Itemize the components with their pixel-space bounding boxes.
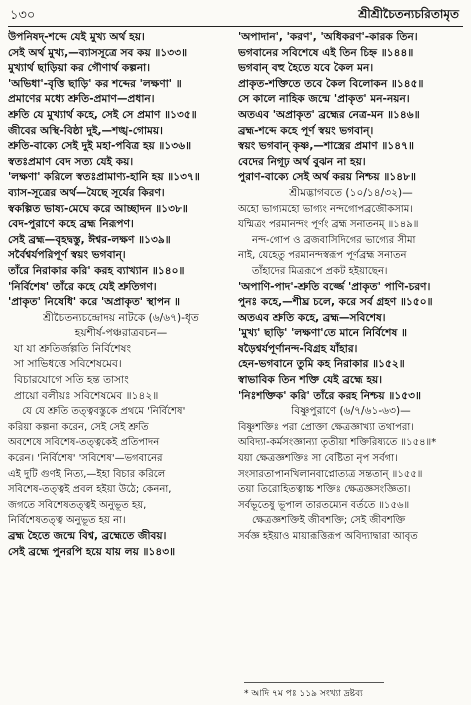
text-line: তয়া তিরোহিতত্বাচ্চ শক্তিঃ ক্ষেত্রজ্ঞসংজ্ঞিতা। (238, 484, 411, 496)
text-line: যা যা শ্রুতির্জল্পতি নির্বিশেষং (14, 342, 132, 355)
text-line: অতএব 'অপ্রাকৃত' ব্রহ্মের নেত্র-মন ॥১৪৬॥ (238, 108, 420, 121)
text-line: পুনঃ কহে,—শীঘ্র চলে, করে সর্ব গ্রহণ ॥১৫০॥ (238, 296, 433, 309)
text-line: এই দুটি গুণই নিত্য,—ইহা বিচার করিলে (8, 468, 166, 480)
text-line: 'লক্ষণা' করিলে স্বতঃপ্রামাণ্য-হানি হয় ॥১৩৭॥ (8, 171, 200, 184)
text-line: সা সাভিধত্তে সবিশেষমেব। (14, 358, 122, 371)
text-line: বিচারযোগে সতি হন্ত তাসাং (14, 374, 129, 387)
text-line: শ্রীমদ্ভাগবতে (১০/১৪/৩২)— (289, 186, 413, 199)
text-line: যয়া ক্ষেত্রজ্ঞশক্তিঃ সা বেষ্টিতা নৃপ সর্বগা। (238, 453, 398, 465)
header-rule (8, 26, 463, 27)
text-line: বেদ-পুরাণে কহে ব্রহ্ম নিরূপণ। (8, 218, 134, 231)
text-line: নাই, যেহেতু পরমানন্দস্বরূপ পূর্ণব্রহ্ম সনাতন (238, 250, 407, 262)
text-line: তাঁহাদের মিত্ররূপে প্রকট হইয়াছেন। (252, 265, 388, 277)
text-line: 'নির্বিশেষ' তাঁরে কহে যেই শ্রুতিগণ। (8, 280, 157, 293)
text-line: নন্দ-গোপ ও ব্রজবাসিদিগের ভাগ্যের সীমা (252, 234, 416, 246)
text-line: সেই ব্রহ্ম—বৃহদ্বস্তু, ঈশ্বর-লক্ষণ ॥১৩৯॥ (8, 233, 171, 246)
text-line: সে কালে নাহিক জন্মে 'প্রাকৃত' মন-নয়ন। (238, 93, 410, 106)
text-line: ষড়ৈশ্বর্যপূর্ণানন্দ-বিগ্রহ যাঁহার। (238, 342, 358, 355)
text-line: প্রমাণের মধ্যে শ্রুতি-প্রমাণ—প্রধান। (8, 93, 155, 106)
text-line: মুখ্যার্থ ছাড়িয়া কর গৌণার্থ কল্পনা। (8, 62, 151, 75)
text-line: স্বকল্পিত ভাষ্য-মেঘে করে আচ্ছাদন ॥১৩৮॥ (8, 202, 188, 215)
text-line: বেদের নিগূঢ় অর্থ বুঝন না হয়। (238, 155, 366, 168)
text-line: ভগবান্ বহু হৈতে যবে কৈল মন। (238, 62, 374, 75)
footnote-rule (244, 682, 384, 683)
text-line: ভগবানের সবিশেষে এই তিন চিহ্ন ॥১৪৪॥ (238, 46, 414, 59)
text-line: পুরাণ-বাক্যে সেই অর্থ করয় নিশ্চয় ॥১৪৮॥ (238, 171, 416, 184)
text-line: 'অভিধা'-বৃত্তি ছাড়ি' কর শব্দের 'লক্ষণা' ॥ (8, 77, 182, 90)
text-line: অতএব শ্রুতি কহে, ব্রহ্ম—সবিশেষ। (238, 311, 386, 324)
text-line: উপনিষদ্‌-শব্দে যেই মুখ্য অর্থ হয়। (8, 31, 145, 43)
text-line: 'প্রাকৃত' নিষেধি' করে 'অপ্রাকৃত' স্থাপন ॥ (8, 296, 181, 309)
footnote: * আদি ৭ম পঃ ১১৯ সংখ্যা দ্রষ্টব্য (244, 689, 363, 699)
text-line: সর্বজ্ঞ হইয়াও মায়ারূত্তিরূপ অবিদ্যাদ্বারা আবৃত (238, 531, 418, 542)
text-line: 'অপাণি-পাদ'-শ্রুতি বর্জ্জে 'প্রাকৃত' পাণি-চরণ। (238, 280, 431, 293)
right-column (238, 30, 464, 545)
text-line: 'অপাদান', 'করণ', 'অধিকরণ'-কারক তিন। (238, 31, 418, 43)
text-line: স্বাভাবিক তিন শক্তি যেই ব্রহ্মে হয়। (238, 374, 383, 387)
text-line: শ্রুতি যে মুখ্যার্থ কহে, সেই সে প্রমাণ ॥১৩৫॥ (8, 108, 197, 121)
text-line: বিষ্ণুশক্তিঃ পরা প্রোক্তা ক্ষেত্রজ্ঞাখ্যা তথাপরা। (238, 421, 414, 433)
text-line: স্বতঃপ্রমাণ বেদ সত্য যেই কয়। (8, 155, 134, 168)
text-line: প্রায়ো বলীয়ঃ সবিশেষমেব ॥১৪২॥ (14, 389, 159, 402)
text-line: ব্রহ্ম হৈতে জন্মে বিশ্ব, ব্রহ্মেতে জীবয়। (8, 530, 167, 542)
text-line: শ্রীচৈতন্যচন্দ্রোদয় নাটকে (৬/৬৭)-ধৃত (43, 311, 199, 324)
running-title: শ্রীশ্রীচৈতন্যচরিতামৃত (358, 7, 459, 21)
text-line: করিয়া কল্পনা করেন, সেই সেই শ্রুতি (8, 421, 149, 433)
text-line: সংসারতাপানখিলানবাপ্নোত্যত্র সন্ততান্ ॥১৫৫॥ (238, 468, 423, 480)
text-line: সেই অর্থ মুখ্য,—ব্যাসসূত্রে সব কয় ॥১৩৩॥ (8, 46, 188, 59)
text-line: তাঁরে নিরাকার করি' করহ ব্যাখ্যান ॥১৪০॥ (8, 264, 185, 277)
text-line: স্বয়ং ভগবান্ কৃষ্ণ,—শাস্ত্রের প্রমাণ ॥১৪৭॥ (238, 140, 414, 153)
text-line: বিষ্ণুপুরাণে (৬/৭/৬১-৬৩)— (291, 405, 411, 418)
text-line: শ্রুতি-বাক্যে সেই দুই মহা-পবিত্র হয় ॥১৩৬॥ (8, 140, 192, 153)
text-line: যে যে শ্রুতি তত্ত্ববস্তুকে প্রথমে 'নির্বিশেষ' (22, 406, 186, 418)
text-line: সেই ব্রহ্মে পুনরপি হয়ে যায় লয় ॥১৪৩॥ (8, 545, 176, 558)
text-line: হয়শীর্ষ-পঞ্চরাত্রবচন— (74, 327, 168, 340)
text-line: ব্রহ্ম-শব্দে কহে পূর্ণ স্বয়ং ভগবান্। (238, 124, 374, 137)
text-line: জীবের অস্থি-বিষ্ঠা দুই,—শঙ্খ-গোময়। (8, 124, 163, 137)
text-line: করেন। 'নির্বিশেষ' 'সবিশেষ'—ভগবানের (8, 453, 163, 465)
left-column (8, 30, 234, 560)
text-line: 'নিঃশক্তিক' করি' তাঁরে করহ নিশ্চয় ॥১৫৩॥ (238, 389, 421, 402)
text-line: সর্বৈশ্বর্যপরিপূর্ণ স্বয়ং ভগবান্। (8, 249, 126, 262)
text-line: ব্যাস-সূত্রের অর্থ—যৈছে সূর্যের কিরণ। (8, 186, 165, 199)
text-line: যন্মিত্রং পরমানন্দং পূর্ণং ব্রহ্ম সনাতনম্ ॥১৪৯॥ (238, 219, 419, 231)
text-line: হেন-ভগবানে তুমি কহ নিরাকার ॥১৫২॥ (238, 358, 405, 371)
text-line: প্রাকৃত-শক্তিতে তবে কৈল বিলোকন ॥১৪৫॥ (238, 77, 424, 90)
text-line: 'মুখ্য' ছাড়ি' 'লক্ষণা'তে মানে নির্বিশেষ ॥ (238, 327, 408, 340)
text-line: অহো ভাগ্যমহো ভাগ্যং নন্দগোপব্রজৌকসাম। (238, 203, 413, 215)
text-line: সর্বভূতেষু ভূপাল তারতম্যেন বর্ততে ॥১৫৬॥ (238, 499, 410, 511)
text-line: অবশেষে সবিশেষ-তত্ত্বকেই প্রতিপাদন (8, 437, 160, 449)
text-line: অবিদ্যা-কর্মসংজ্ঞান্যা তৃতীয়া শক্তিরিষ্যতে ॥১৫৪॥* (238, 437, 437, 449)
page-number: ১৩০ (10, 8, 36, 23)
text-line: জগতে সবিশেষতত্ত্বই অনুভূত হয়, (8, 499, 147, 511)
text-line: ক্ষেত্রজ্ঞশক্তিই জীবশক্তি; সেই জীবশক্তি (252, 515, 406, 527)
text-line: নির্বিশেষতত্ত্ব অনুভূত হয় না। (8, 515, 126, 527)
text-line: সবিশেষ-তত্ত্বই প্রবল হইয়া উঠে; কেননা, (8, 484, 172, 496)
